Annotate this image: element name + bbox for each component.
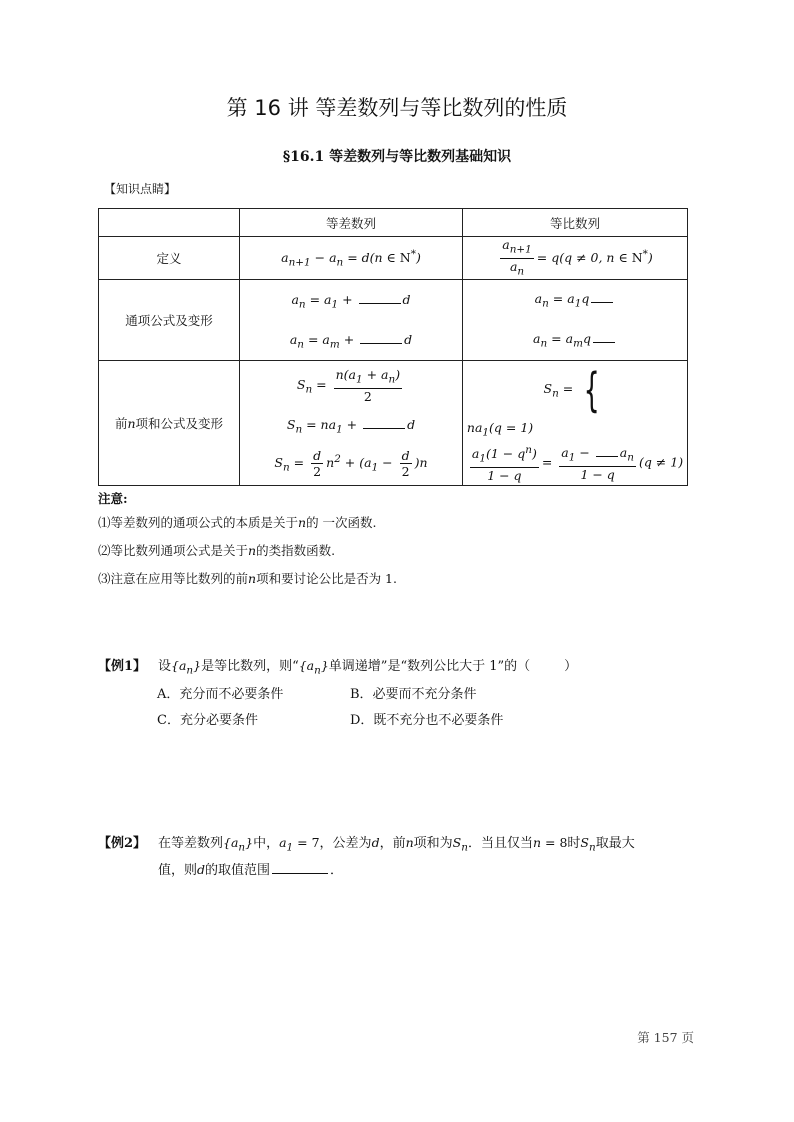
section-subtitle: §16.1 等差数列与等比数列基础知识 [282, 149, 512, 165]
note-3: ⑶注意在应用等比数列的前n项和要讨论公比是否为 1. [98, 571, 397, 586]
col-arithmetic: 等差数列 [240, 209, 463, 237]
example-2-question-line-1: 【例2】 在等差数列$\{a_n\}$中，$a_1 = 7$，公差为d，前n项和为$S_n$．当且仅当n = 8时$S_n$取最大 [98, 832, 635, 854]
example-1-label: 【例1】 [98, 659, 147, 674]
table-row-definition [99, 237, 688, 280]
note-1: ⑴等差数列的通项公式的本质是关于n的 一次函数. [98, 515, 377, 530]
example-1-option-a: A．充分而不必要条件 [157, 687, 284, 702]
knowledge-table [98, 208, 688, 486]
table-corner-cell [99, 209, 240, 237]
row-label-definition: 定义 [99, 237, 240, 280]
col-geometric: 等比数列 [463, 209, 688, 237]
example-1-option-c: C．充分必要条件 [157, 713, 258, 728]
example-2-question-line-2: 值，则d的取值范围 ． [158, 862, 344, 878]
page-title: 第 16 讲 等差数列与等比数列的性质 [226, 96, 568, 120]
row-label-general-term: 通项公式及变形 [99, 280, 240, 361]
example-2-label: 【例2】 [98, 836, 147, 851]
table-row-general-term [99, 280, 688, 361]
example-1-question: 【例1】 设$\{a_n\}$是等比数列，则“$\{a_n\}$单调递增”是“数列公比大于 1”的（ ） [98, 655, 577, 677]
arith-definition-formula: $a_{n+1} - a_n = d(n$ ∈ N*) [240, 237, 463, 280]
arith-sum-formulas: $S_n$ = $\frac{n(a_1 + a_n)}{2}$ $S_n = na_1 + d$ $S_n$ = $\frac{d}{2}$ $n^2 + (a_1$ − $\frac{d}{2}$ )n [240, 361, 463, 486]
geom-definition-formula: $\frac{a_{n+1}}{a_n}$ = q(q ≠ 0, n ∈ N*) [463, 237, 688, 280]
table-header-row [99, 209, 688, 237]
note-2: ⑵等比数列通项公式是关于n的类指数函数. [98, 543, 336, 558]
geom-sum-formula: $S_n$ = { $na_1(q = 1)$ $\frac{a_1(1 - q^n)}{1 - q}$ = $\frac{a_1 - a_n}{1 - q}$ (q ≠ 1) [463, 361, 688, 486]
answer-blank[interactable] [272, 861, 328, 874]
page-number: 第 157 页 [637, 1030, 694, 1045]
notes-heading: 注意: [98, 491, 128, 506]
example-1-option-d: D．既不充分也不必要条件 [350, 713, 504, 728]
table-row-sum [99, 361, 688, 486]
notes-block [98, 489, 397, 593]
example-1-option-b: B．必要而不充分条件 [350, 687, 477, 702]
knowledge-label: 【知识点睛】 [104, 182, 177, 196]
arith-general-term-formulas: $a_n = a_1 + d$ $a_n = a_m + d$ [240, 280, 463, 361]
geom-general-term-formulas: $a_n = a_1q$ $a_n = a_mq$ [463, 280, 688, 361]
row-label-sum: 前n项和公式及变形 [99, 361, 240, 486]
